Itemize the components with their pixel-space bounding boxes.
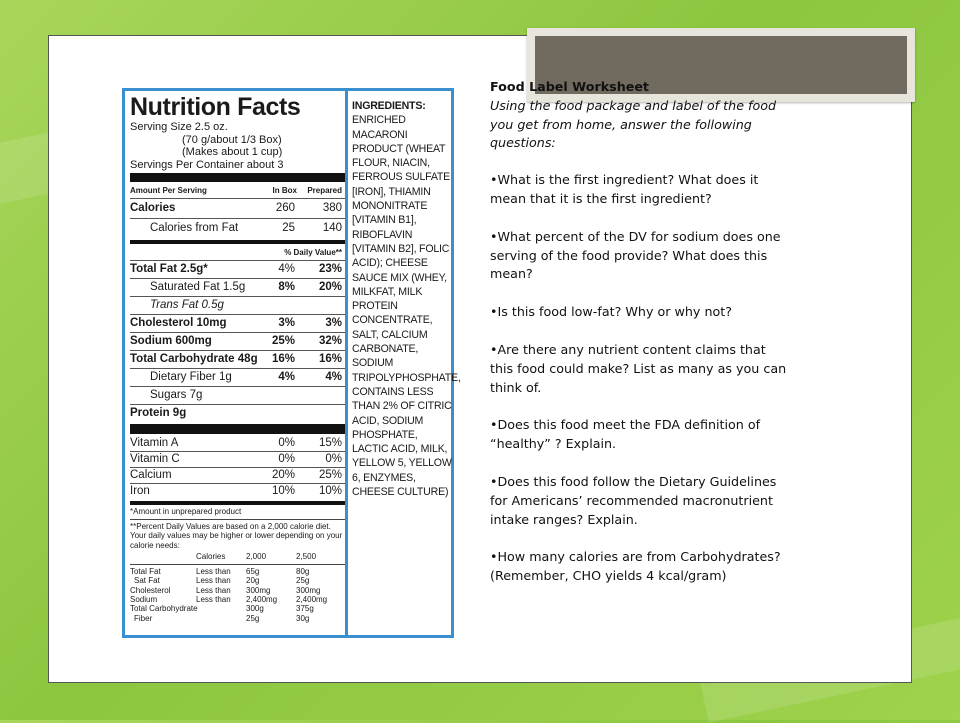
dv-2000: 65g [246,566,260,576]
vitamin-row [130,468,345,484]
calories-fat-row [130,219,345,238]
dv-header-2500: 2,500 [296,552,317,562]
dv-2500: 2,400mg [296,594,328,604]
col-in-box: In Box [272,186,297,195]
footnote-daily-values: **Percent Daily Values are based on a 2,000 calorie diet. Your daily values may be higher or lower depending on your calorie needs: [130,521,343,550]
amount-per-serving: Amount Per Serving [130,186,207,195]
vitamin-row [130,452,345,468]
serving-makes: (Makes about 1 cup) [182,146,283,158]
worksheet-question: •Are there any nutrient content claims that this food could make? List as many as you can think of. [490,341,787,395]
worksheet-question: •What percent of the DV for sodium does one serving of the food provide? What does this mean? [490,228,781,282]
dv-header-2000: 2,000 [246,552,267,562]
dv-2500: 80g [296,566,310,576]
dv-table-row [130,614,345,623]
dv-2000: 25g [246,613,260,623]
dv-qualifier: Less than [196,594,231,604]
dv-table-row [130,595,345,604]
dv-2000: 300mg [246,585,271,595]
col-prepared: Prepared [307,186,342,195]
vitamin-prepared: 10% [318,485,342,497]
dv-2500: 25g [296,576,310,586]
nutrient-row [130,369,345,387]
dv-2000: 20g [246,576,260,586]
dv-2500: 30g [296,613,310,623]
calories-label: Calories [130,202,176,214]
vitamin-name: Vitamin A [130,437,179,449]
nutrient-prepared: 4% [325,371,342,383]
vitamin-prepared: 15% [318,437,342,449]
label-title: Nutrition Facts [130,93,301,121]
vitamin-in-box: 0% [278,453,295,465]
nutrient-prepared: 3% [325,317,342,329]
ingredients-panel [352,99,461,499]
thin-divider [130,519,345,520]
daily-value-header-row [130,246,345,261]
dv-nutrient: Cholesterol [130,585,171,595]
calories-fat-label: Calories from Fat [150,222,239,234]
nutrient-row [130,405,345,422]
dv-nutrient: Fiber [134,613,153,623]
worksheet-question: •Does this food meet the FDA definition of “healthy” ? Explain. [490,417,761,452]
vitamin-in-box: 10% [271,485,295,497]
nutrient-name: Trans Fat 0.5g [150,299,224,311]
thick-divider [130,424,345,434]
nutrient-name: Sugars 7g [150,389,203,401]
nutrient-prepared: 16% [318,353,342,365]
worksheet-question: •Does this food follow the Dietary Guidelines for Americans’ recommended macronutrient intake ranges? Explain. [490,473,777,527]
nutrient-row [130,261,345,279]
medium-divider [130,501,345,505]
worksheet-title: Food Label Worksheet [490,79,649,94]
calories-row [130,199,345,219]
nutrition-facts-panel [130,91,345,635]
dv-2000: 2,400mg [246,594,278,604]
dv-2500: 375g [296,604,314,614]
vitamin-prepared: 25% [318,469,342,481]
worksheet-intro: Using the food package and label of the food you get from home, answer the following questions: [490,97,777,151]
vitamin-name: Vitamin C [130,453,180,465]
nutrient-in-box: 3% [278,317,295,329]
nutrient-name: Sodium 600mg [130,335,212,347]
dv-table-row [130,567,345,576]
ingredients-label: INGREDIENTS: [352,100,426,112]
dv-table-row [130,576,345,585]
dv-2000: 300g [246,604,264,614]
nutrient-in-box: 25% [271,335,295,347]
nutrient-in-box: 4% [278,263,295,275]
dv-qualifier: Less than [196,566,231,576]
nutrient-name: Saturated Fat 1.5g [150,281,246,293]
vitamin-name: Iron [130,485,150,497]
nutrient-name: Total Carbohydrate 48g [130,353,258,365]
vitamin-row [130,436,345,452]
thin-divider [130,564,345,565]
serving-size: Serving Size 2.5 oz. [130,121,228,133]
label-vertical-divider [345,91,348,635]
calories-fat-prepared: 140 [322,222,342,234]
nutrient-prepared: 23% [318,263,342,275]
servings-per-container: Servings Per Container about 3 [130,158,284,171]
dv-table-row [130,604,345,613]
worksheet-question: •How many calories are from Carbohydrates? (Remember, CHO yields 4 kcal/gram) [490,549,781,584]
nutrient-in-box: 16% [271,353,295,365]
dv-qualifier: Less than [196,585,231,595]
calories-in-box: 260 [275,202,295,214]
vitamin-prepared: 0% [325,453,342,465]
dv-nutrient: Sat Fat [134,576,160,586]
footnote-unprepared: *Amount in unprepared product [130,507,242,516]
dv-header-label: Calories [196,552,226,562]
nutrient-row [130,351,345,369]
amount-header-row [130,184,345,199]
worksheet-question: •Is this food low-fat? Why or why not? [490,304,732,320]
nutrient-row [130,315,345,333]
nutrient-row [130,333,345,351]
medium-divider [130,240,345,244]
nutrient-name: Cholesterol 10mg [130,317,227,329]
nutrient-name: Protein 9g [130,407,187,419]
nutrient-in-box: 4% [278,371,295,383]
vitamin-in-box: 0% [278,437,295,449]
dv-nutrient: Total Fat [130,566,161,576]
worksheet-question: •What is the first ingredient? What does it mean that it is the first ingredient? [490,172,759,206]
vitamin-row [130,484,345,499]
serving-size-grams: (70 g/about 1/3 Box) [182,133,282,146]
nutrient-row [130,297,345,315]
dv-nutrient: Total Carbohydrate [130,604,198,614]
nutrient-name: Total Fat 2.5g* [130,263,208,275]
worksheet-text [490,78,790,605]
calories-prepared: 380 [322,202,342,214]
nutrient-row [130,387,345,405]
vitamin-name: Calcium [130,469,172,481]
dv-nutrient: Sodium [130,594,158,604]
nutrient-name: Dietary Fiber 1g [150,371,232,383]
vitamin-in-box: 20% [271,469,295,481]
nutrient-prepared: 20% [318,281,342,293]
nutrition-facts-label [122,88,461,638]
thick-divider [130,173,345,182]
nutrient-in-box: 8% [278,281,295,293]
dv-table-row [130,586,345,595]
dv-qualifier: Less than [196,576,231,586]
nutrient-row [130,279,345,297]
nutrient-prepared: 32% [318,335,342,347]
daily-value-header: % Daily Value** [284,248,342,257]
dv-2500: 300mg [296,585,321,595]
ingredients-text: ENRICHED MACARONI PRODUCT (WHEAT FLOUR, NIACIN, FERROUS SULFATE [IRON], THIAMIN MONONITRATE [VITAMIN B1], RIBOFLAVIN [VITAMIN B2], FOLIC ACID); CHEESE SAUCE MIX (WHEY, MILKFAT, MILK PROTEIN CONCENTRATE, SALT, CALCIUM CARBONATE, SODIUM TRIPOLYPHOSPHATE, CONTAINS LESS THAN 2% OF CITRIC ACID, SODIUM PHOSPHATE, LACTIC ACID, MILK, YELLOW 5, YELLOW 6, ENZYMES, CHEESE CULTURE) [352,114,461,499]
dv-table-header [130,552,345,561]
calories-fat-in-box: 25 [282,222,295,234]
